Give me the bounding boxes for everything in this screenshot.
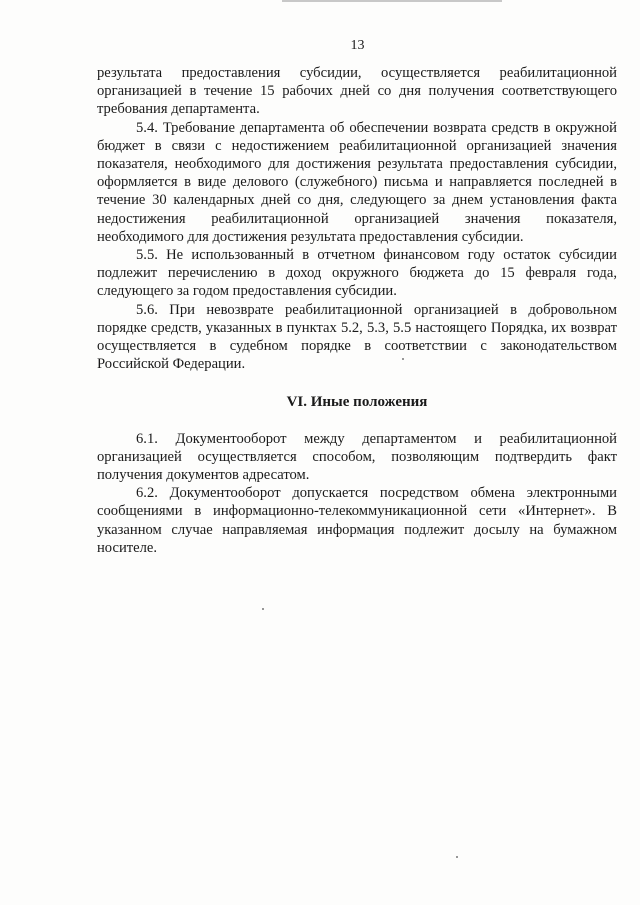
scan-speck [456,856,458,858]
paragraph-5-6: 5.6. При невозврате реабилитационной организацией в добровольном порядке средств, указанных в пунктах 5.2, 5.3, 5.5 настоящего Порядка, их возврат осуществляется в судебном порядке в соответствии с законодательством Российской Федерации. [97,301,617,373]
paragraph-6-1: 6.1. Документооборот между департаментом и реабилитационной организацией осуществляется способом, позволяющим подтвердить факт получения документов адресатом. [97,430,617,484]
paragraph-continuation: результата предоставления субсидии, осуществляется реабилитационной организацией в течение 15 рабочих дней со дня получения соответствующего требования департамента. [97,65,617,118]
scan-speck [402,358,404,360]
paragraph-5-5: 5.5. Не использованный в отчетном финансовом году остаток субсидии подлежит перечислению в доход окружного бюджета до 15 февраля года, следующего за годом предоставления субсидии. [97,247,617,300]
section-heading-6: VI. Иные положения [286,394,428,411]
page-number: 13 [350,38,365,53]
paragraph-6-2: 6.2. Документооборот допускается посредством обмена электронными сообщениями в информационно-телекоммуникационной сети «Интернет». В указанном случае направляемая информация подлежит досылу на бумажном носителе. [97,485,617,556]
scan-edge-line [282,0,502,2]
scan-speck [262,608,264,610]
document-body [97,64,617,557]
paragraph-5-4: 5.4. Требование департамента об обеспечении возврата средств в окружной бюджет в связи с недостижением реабилитационной организацией значения показателя, необходимого для достижения результата предоставления субсидии, оформляется в виде делового (служебного) письма и направляется последней в течение 30 календарных дней со дня, следующего за днем установления факта недостижения реабилитационной организацией значения показателя, необходимого для достижения результата предоставления субсидии. [97,119,617,245]
